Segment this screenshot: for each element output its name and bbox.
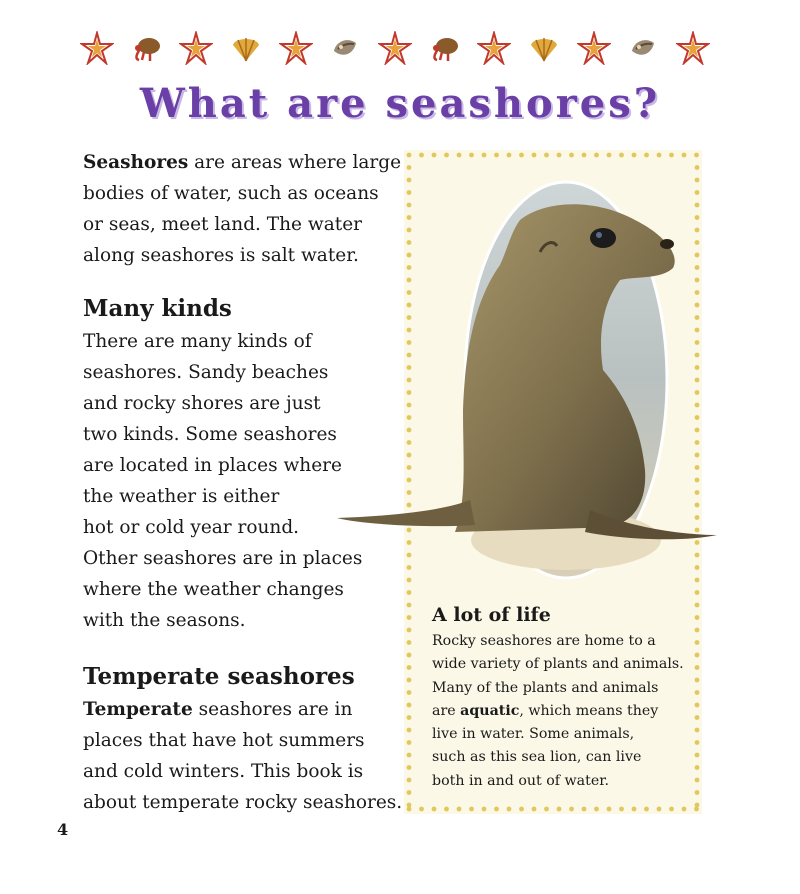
term-seashores: Seashores <box>83 152 189 173</box>
sidebar-line: are <box>432 702 456 719</box>
scallop-shell-icon <box>527 31 561 65</box>
decorative-border <box>80 30 710 66</box>
body-line: Other seashores are in places <box>83 548 363 569</box>
term-temperate: Temperate <box>83 699 193 720</box>
starfish-icon <box>577 31 611 65</box>
body-line: the weather is either <box>83 486 280 507</box>
starfish-icon <box>279 31 313 65</box>
sea-lion-image <box>335 180 720 580</box>
body-line: There are many kinds of <box>83 331 312 352</box>
body-line: and rocky shores are just <box>83 393 321 414</box>
intro-line: are areas where large <box>194 152 402 173</box>
starfish-icon <box>676 31 710 65</box>
intro-line: or seas, meet land. The water <box>83 214 362 235</box>
sidebar-line: Rocky seashores are home to a <box>432 633 656 649</box>
sidebar-line: wide variety of plants and animals. <box>432 656 684 673</box>
page-title: What are seashores? <box>139 80 661 127</box>
sidebar-line: Many of the plants and animals <box>432 679 659 696</box>
body-line: are located in places where <box>83 455 342 476</box>
hermit-crab-icon <box>428 31 462 65</box>
sidebar-text <box>432 630 700 793</box>
intro-line: along seashores is salt water. <box>83 245 359 266</box>
body-line: seashores are in <box>198 699 353 720</box>
conch-shell-icon <box>626 31 660 65</box>
starfish-icon <box>378 31 412 65</box>
body-line: hot or cold year round. <box>83 517 300 538</box>
starfish-icon <box>477 31 511 65</box>
page-number: 4 <box>57 820 69 839</box>
body-line: seashores. Sandy beaches <box>83 362 329 383</box>
section-heading: Many kinds <box>83 295 232 322</box>
temperate-section <box>83 660 403 818</box>
body-line: about temperate rocky seashores. <box>83 792 403 813</box>
sidebar-line: , which means they <box>519 702 659 719</box>
sidebar-line: both in and out of water. <box>432 772 609 789</box>
hermit-crab-icon <box>130 31 164 65</box>
body-line: places that have hot summers <box>83 730 365 751</box>
scallop-shell-icon <box>229 31 263 65</box>
body-line: where the weather changes <box>83 579 344 600</box>
starfish-icon <box>179 31 213 65</box>
sidebar-heading: A lot of life <box>432 604 551 626</box>
term-aquatic: aquatic <box>460 702 520 719</box>
section-heading: Temperate seashores <box>83 663 355 690</box>
body-line: with the seasons. <box>83 610 246 631</box>
body-line: two kinds. Some seashores <box>83 424 337 445</box>
conch-shell-icon <box>328 31 362 65</box>
starfish-icon <box>80 31 114 65</box>
sidebar-line: live in water. Some animals, <box>432 726 635 743</box>
body-line: and cold winters. This book is <box>83 761 364 782</box>
intro-line: bodies of water, such as oceans <box>83 183 379 204</box>
sidebar-line: such as this sea lion, can live <box>432 749 642 766</box>
